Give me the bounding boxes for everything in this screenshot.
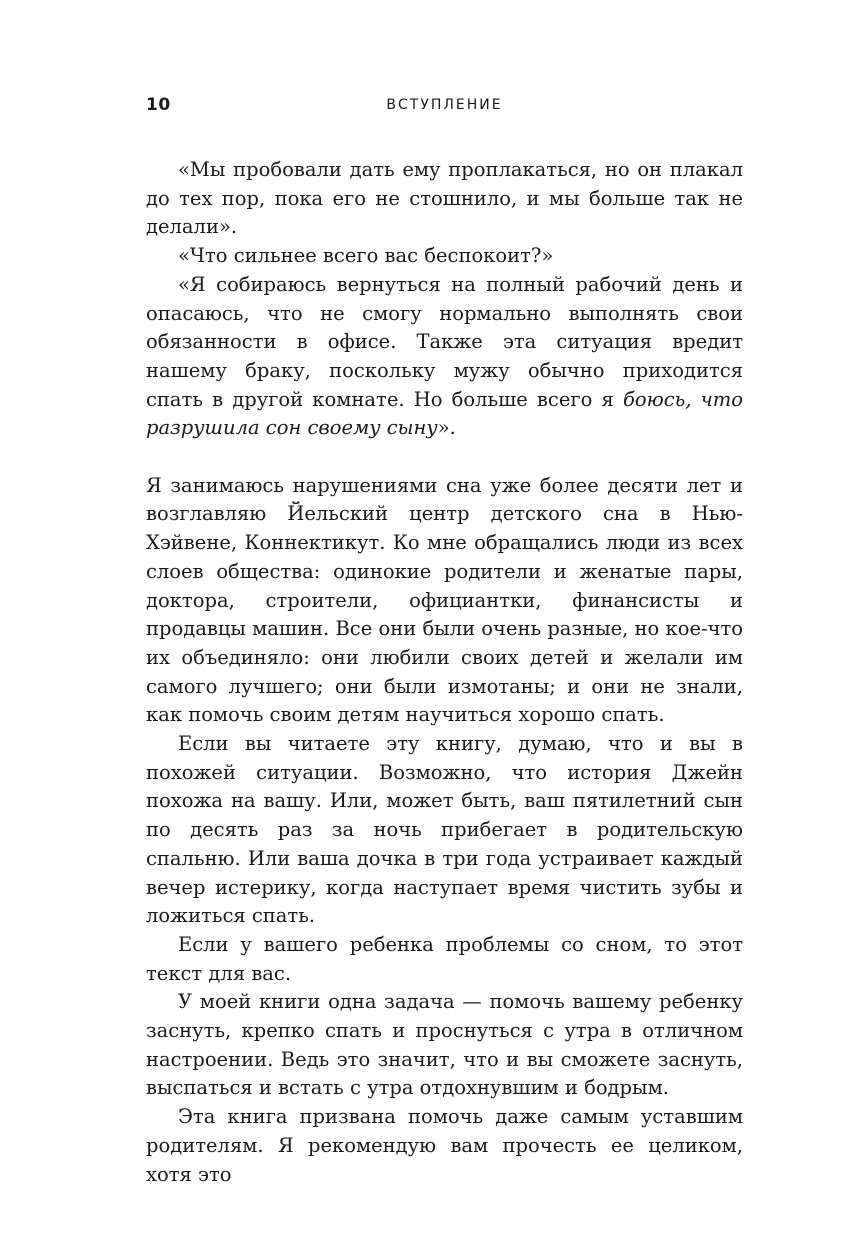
paragraph-3 <box>146 271 743 443</box>
paragraph-4: Я занимаюсь нарушениями сна уже более десяти лет и возглавляю Йельский центр детского сна в Нью-Хэйвене, Коннектикут. Ко мне обращались люди из всех слоев общества: одинокие родители и женатые пары, доктора, строители, официантки, финансисты и продавцы машин. Все они были очень разные, но кое-что их объединяло: они любили своих детей и желали им самого лучшего; они были измотаны; и они не знали, как помочь своим детям научиться хорошо спать. <box>146 473 743 727</box>
paragraph-7: У моей книги одна задача — помочь вашему ребенку заснуть, крепко спать и проснуться с утра в отличном настроении. Ведь это значит, что и вы сможете заснуть, выспаться и встать с утра отдохнувшим и бодрым. <box>146 990 743 1100</box>
paragraph-1: «Мы пробовали дать ему проплакаться, но он плакал до тех пор, пока его не стошнило, и мы больше так не делали». <box>146 158 743 239</box>
paragraph-5: Если вы читаете эту книгу, думаю, что и вы в похожей ситуации. Возможно, что история Джейн похожа на вашу. Или, может быть, ваш пятилетний сын по десять раз за ночь прибегает в родительскую спальню. Или ваша дочка в три года устраивает каждый вечер истерику, когда наступает время чистить зубы и ложиться спать. <box>146 732 743 928</box>
paragraph-3-end: ». <box>437 416 456 440</box>
page-number: 10 <box>146 95 171 115</box>
running-title: ВСТУПЛЕНИЕ <box>386 97 503 113</box>
paragraph-8: Эта книга призвана помочь даже самым уставшим родителям. Я рекомендую вам прочесть ее целиком, хотя это <box>146 1105 743 1186</box>
paragraph-6: Если у вашего ребенка проблемы со сном, то этот текст для вас. <box>146 932 743 985</box>
page-header <box>146 95 743 119</box>
paragraph-2: «Что сильнее всего вас беспокоит?» <box>178 244 554 268</box>
paragraph-3-italic: боюсь, что разрушила сон своему сыну <box>146 387 743 440</box>
body-text <box>146 156 743 1189</box>
paragraph-3-start: «Я собираюсь вернуться на полный рабочий день и опасаюсь, что не смогу нормально выполнять свои обязанности в офисе. Также эта ситуация вредит нашему браку, поскольку мужу обычно приходится спать в другой комнате. Но больше всего я <box>146 272 743 411</box>
